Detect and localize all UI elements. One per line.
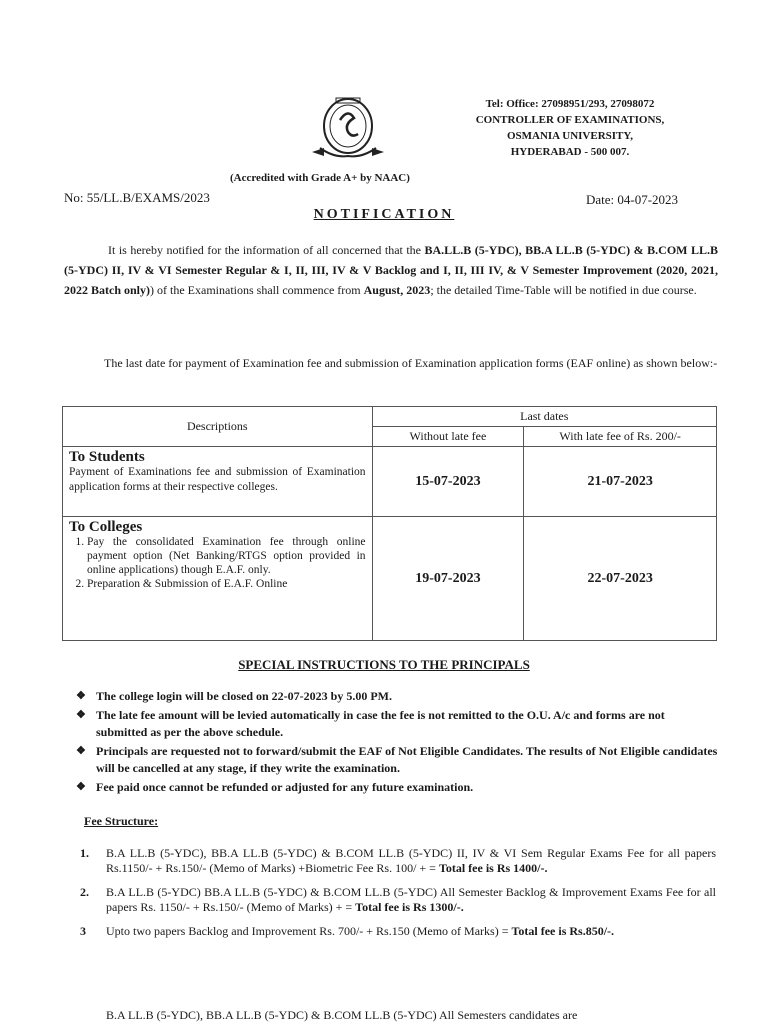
table-row-colleges: [63, 517, 717, 641]
instruction-text: The college login will be closed on 22-07-2023 by 5.00 PM.: [96, 689, 392, 703]
accreditation-text: (Accredited with Grade A+ by NAAC): [230, 172, 410, 184]
students-description: [63, 447, 373, 517]
fee-total: Total fee is Rs.850/-.: [511, 924, 615, 938]
diamond-bullet-icon: ❖: [76, 781, 86, 793]
contact-city: HYDERABAD - 500 007.: [510, 146, 630, 158]
list-item: [76, 779, 718, 796]
notification-date: Date: 04-07-2023: [586, 192, 679, 207]
list-item: [76, 707, 718, 741]
contact-university: OSMANIA UNIVERSITY,: [506, 130, 634, 142]
instruction-text: Fee paid once cannot be refunded or adjusted for any future examination.: [96, 780, 474, 794]
colleges-steps: [69, 535, 366, 591]
instruction-text: The late fee amount will be levied automatically in case the fee is not remitted to the O.U. A/c and forms are not submitted as per the above schedule.: [96, 708, 665, 739]
list-item: [76, 688, 718, 705]
intro-text-c: ) of the Examinations shall commence from: [150, 283, 364, 297]
col-with-late-fee: With late fee of Rs. 200/-: [524, 427, 717, 447]
intro-text-e: ; the detailed Time-Table will be notified in due course.: [430, 283, 697, 297]
col-without-late-fee: Without late fee: [372, 427, 524, 447]
contact-phone: Tel: Office: 27098951/293, 27098072: [485, 98, 655, 110]
fee-text: Upto two papers Backlog and Improvement Rs. 700/- + Rs.150 (Memo of Marks) =: [106, 924, 512, 938]
contact-office: CONTROLLER OF EXAMINATIONS,: [475, 114, 665, 126]
colleges-with-date: 22-07-2023: [524, 517, 717, 641]
students-with-date: 21-07-2023: [524, 447, 717, 517]
diamond-bullet-icon: ❖: [76, 690, 86, 702]
item-number: 1.: [80, 846, 89, 860]
contact-block: [440, 96, 700, 160]
colleges-step-2: 2. Preparation & Submission of E.A.F. Online: [87, 577, 366, 591]
intro-paragraph: [64, 240, 718, 300]
special-instructions-title: SPECIAL INSTRUCTIONS TO THE PRINCIPALS: [238, 657, 530, 672]
fee-total: Total fee is Rs 1300/-.: [355, 900, 464, 914]
page-title: NOTIFICATION: [313, 207, 455, 222]
special-instructions-list: [76, 688, 718, 798]
diamond-bullet-icon: ❖: [76, 745, 86, 757]
col-last-dates: Last dates: [372, 407, 716, 427]
col-descriptions: Descriptions: [63, 407, 373, 447]
table-row-students: [63, 447, 717, 517]
reference-number: No: 55/LL.B/EXAMS/2023: [64, 190, 210, 205]
intro-text-month: August, 2023: [363, 283, 431, 297]
last-dates-table: [62, 406, 717, 641]
instruction-text: Principals are requested not to forward/submit the EAF of Not Eligible Candidates. The results of Not Eligible candidates will be cancelled at any stage, if they write the examination.: [96, 744, 718, 775]
intro-text-courses: BA.LL.B (5-YDC), BB.A LL.B (5-YDC) & B.COM LL.B (5-YDC) II, IV & VI Semester Regular & I, II, III, IV & V Backlog and I, II, III IV, & V Semester Improvement (2020, 2021, 2022 Batch only): [64, 243, 719, 297]
list-item: [80, 924, 716, 939]
list-item: [80, 846, 716, 876]
university-emblem-icon: [300, 90, 396, 170]
list-item: [80, 885, 716, 915]
fee-structure-list: [80, 846, 716, 948]
fee-total: Total fee is Rs 1400/-.: [438, 861, 548, 875]
colleges-step-1: 1. Pay the consolidated Examination fee through online payment option (Net Banking/RTGS option provided in online applications) though E.A.F. only.: [87, 535, 366, 577]
last-date-paragraph: The last date for payment of Examination fee and submission of Examination application forms (EAF online) as shown below:-: [104, 356, 718, 370]
list-item: [76, 743, 718, 777]
fee-text: B.A LL.B (5-YDC), BB.A LL.B (5-YDC) & B.COM LL.B (5-YDC) II, IV & VI Sem Regular Exams Fee for all papers Rs.1150/- + Rs.150/- (Memo of Marks) +Biometric Fee Rs. 100/ + =: [106, 846, 716, 875]
colleges-without-date: 19-07-2023: [372, 517, 524, 641]
item-number: 2.: [80, 885, 89, 899]
diamond-bullet-icon: ❖: [76, 709, 86, 721]
item-number: 3: [80, 924, 86, 938]
fee-structure-title: Fee Structure:: [84, 814, 159, 828]
colleges-description: [63, 517, 373, 641]
students-without-date: 15-07-2023: [372, 447, 524, 517]
intro-text-a: It is hereby notified for the information of all concerned that the: [108, 243, 425, 257]
students-desc: Payment of Examinations fee and submission of Examination application forms at their respective colleges.: [69, 466, 366, 493]
fee-text: B.A LL.B (5-YDC) BB.A LL.B (5-YDC) & B.COM LL.B (5-YDC) All Semester Backlog & Improvement Exams Fee for all papers Rs. 1150/- + Rs.150/- (Memo of Marks) + =: [106, 885, 716, 914]
students-title: To Students: [69, 449, 145, 465]
colleges-title: To Colleges: [69, 519, 143, 535]
trailing-text: B.A LL.B (5-YDC), BB.A LL.B (5-YDC) & B.COM LL.B (5-YDC) All Semesters candidates are: [106, 1008, 578, 1022]
